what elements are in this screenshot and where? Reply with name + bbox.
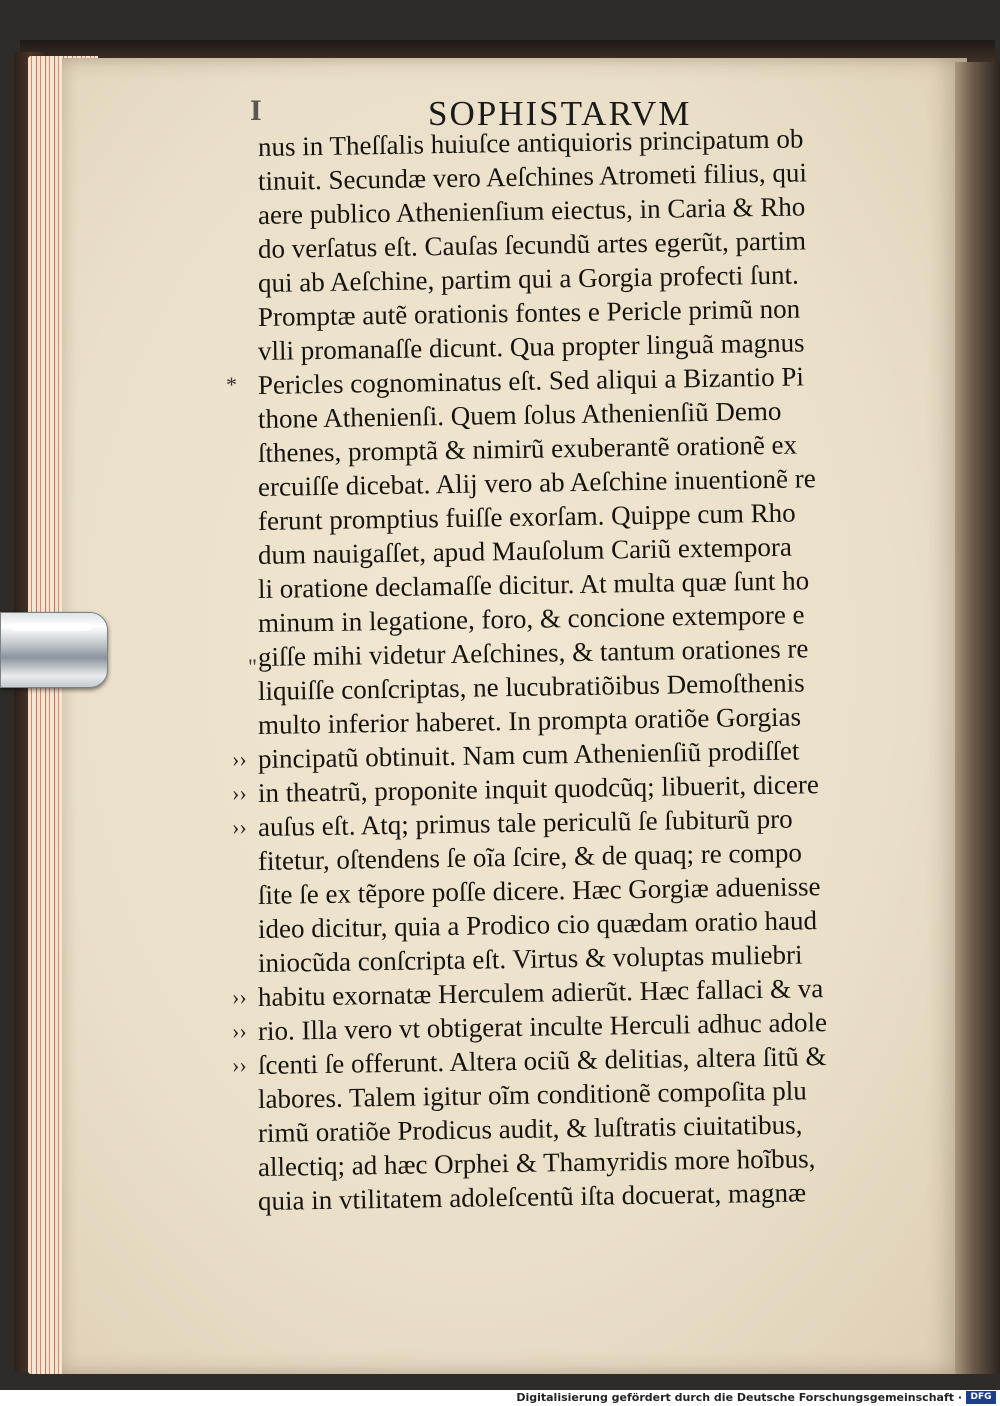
running-heading: SOPHISTARVM	[428, 94, 692, 133]
text-line-content: Pericles cognominatus eſt. Sed aliqui a Bizantio Pi	[257, 361, 805, 400]
quote-marker: ››	[231, 1018, 247, 1044]
text-line-content: quia in vtilitatem adoleſcentũ iſta docuerat, magnæ	[257, 1177, 807, 1216]
text-line-content: minum in legatione, foro, & concione extempore e	[257, 599, 805, 638]
text-line-content: ſcenti ſe offerunt. Altera ociũ & delitias, altera ſitũ &	[257, 1041, 827, 1080]
main-text-block	[231, 123, 898, 1218]
text-line-content: ferunt promptius fuiſſe exorſam. Quippe cum Rho	[257, 497, 796, 536]
text-line-content: giſſe mihi videtur Aeſchines, & tantum orationes re	[257, 633, 809, 672]
text-line-content: multo inferior haberet. In prompta oratiõe Gorgias	[257, 701, 802, 740]
text-line-content: fitetur, oſtendens ſe oĩa ſcire, & de quaq; re compo	[257, 837, 803, 876]
text-line-content: allectiq; ad hæc Orphei & Thamyridis more hoĩbus,	[257, 1143, 816, 1182]
text-line-content: habitu exornatæ Herculem adierũt. Hæc fallaci & va	[257, 973, 824, 1012]
text-line-content: tinuit. Secundæ vero Aeſchines Atrometi filius, qui	[257, 157, 808, 196]
quote-marker: ››	[231, 746, 247, 772]
text-line-content: pincipatũ obtinuit. Nam cum Athenienſiũ prodiſſet	[257, 735, 800, 774]
text-line-content: dum nauigaſſet, apud Mauſolum Cariũ extempora	[257, 531, 793, 570]
text-line-content: Promptæ autẽ orationis fontes e Pericle primũ non	[257, 293, 801, 332]
text-line-content: ſite ſe ex tẽpore poſſe dicere. Hæc Gorgiæ aduenisse	[257, 871, 821, 910]
text-line-content: rio. Illa vero vt obtigerat inculte Herculi adhuc adole	[257, 1007, 828, 1046]
text-line-content: auſus eſt. Atq; primus tale periculũ ſe ſubiturũ pro	[257, 803, 793, 842]
dfg-logo: DFG	[966, 1391, 996, 1404]
text-line-content: labores. Talem igitur oĩm conditionẽ compoſita plu	[257, 1075, 807, 1114]
text-line-content: li oratione declamaſſe dicitur. At multa quæ ſunt ho	[257, 565, 810, 604]
quote-marker: ››	[231, 814, 247, 840]
text-line-content: ideo dicitur, quia a Prodico cio quædam oratio haud	[257, 905, 818, 944]
page-clamp	[0, 612, 108, 688]
text-line-content: vlli promanaſſe dicunt. Qua propter linguã magnus	[257, 327, 805, 366]
text-line-content: iniocũda conſcripta eſt. Virtus & voluptas muliebri	[257, 939, 803, 978]
text-line-content: do verſatus eſt. Cauſas ſecundũ artes egerũt, partim	[257, 225, 807, 264]
digitization-credit: Digitalisierung gefördert durch die Deutsche Forschungsgemeinschaft ·	[516, 1391, 962, 1404]
quote-marker: ››	[231, 984, 247, 1010]
book-gutter	[955, 62, 1000, 1374]
margin-quote-mark: "	[248, 654, 257, 679]
quote-marker: ››	[231, 780, 247, 806]
text-line-content: nus in Theſſalis huiuſce antiquioris principatum ob	[257, 123, 804, 162]
quote-marker: ››	[231, 1052, 247, 1078]
text-line-content: rimũ oratiõe Prodicus audit, & luſtratis ciuitatibus,	[257, 1109, 803, 1148]
text-line-content: ercuiſſe dicebat. Alij vero ab Aeſchine inuentionẽ re	[257, 463, 816, 502]
margin-asterisk: *	[226, 372, 237, 397]
text-line-content: in theatrũ, proponite inquit quodcũq; libuerit, dicere	[257, 769, 820, 808]
text-line-content: ſthenes, promptã & nimirũ exuberantẽ orationẽ ex	[257, 429, 798, 468]
text-line-content: qui ab Aeſchine, partim qui a Gorgia profecti ſunt.	[257, 259, 800, 298]
text-line-content: aere publico Athenienſium eiectus, in Caria & Rho	[257, 191, 806, 230]
text-line-content: thone Athenienſi. Quem ſolus Athenienſiũ Demo	[257, 395, 782, 434]
folio-mark: I	[250, 94, 262, 127]
text-line-content: liquiſſe conſcriptas, ne lucubratiõibus Demoſthenis	[257, 667, 805, 706]
